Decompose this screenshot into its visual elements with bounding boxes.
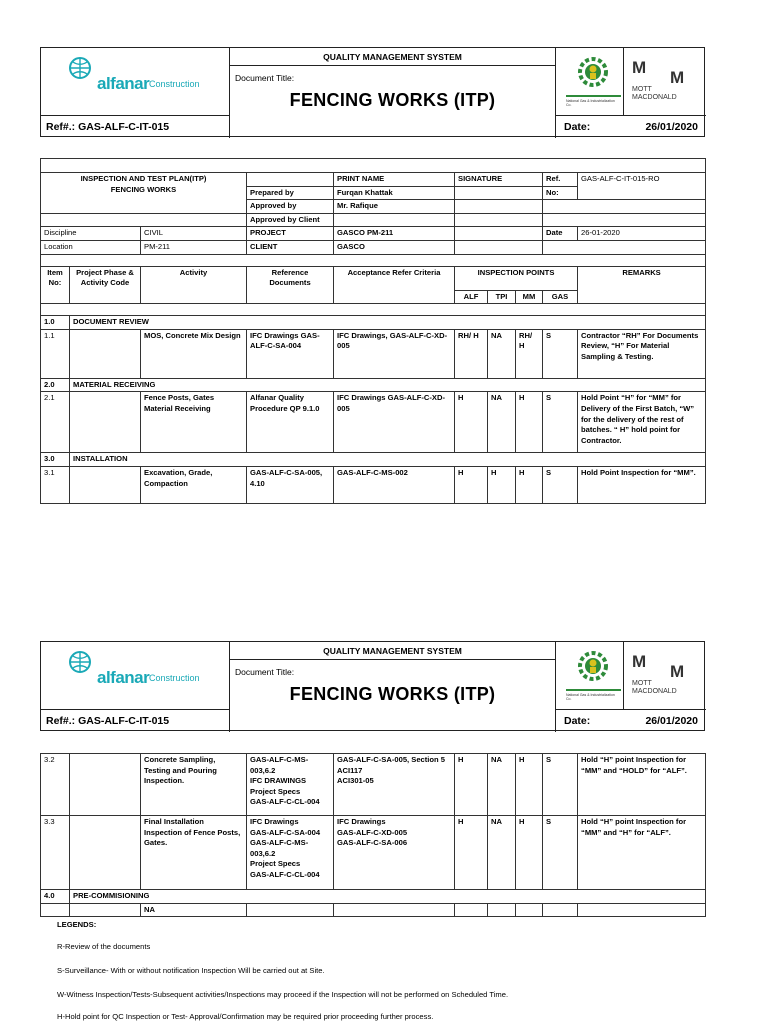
tpi-point: NA bbox=[488, 392, 516, 453]
company-sub: Construction bbox=[149, 79, 200, 89]
client-label: CLIENT bbox=[247, 240, 334, 254]
approved-by-client-label: Approved by Client bbox=[247, 213, 334, 227]
criteria: IFC Drawings, GAS-ALF-C-XD-005 bbox=[334, 329, 455, 378]
criteria-line: GAS-ALF-C-SA-006 bbox=[337, 838, 408, 848]
alf-point: H bbox=[455, 754, 488, 816]
legend-review: R-Review of the documents bbox=[57, 942, 151, 951]
ref-line: GAS-ALF-C-CL-004 bbox=[250, 869, 320, 879]
col-inspection-points: INSPECTION POINTS bbox=[455, 266, 578, 290]
ref-line: GAS-ALF-C-MS-003,6.2 bbox=[250, 838, 309, 858]
gas-point: S bbox=[543, 392, 578, 453]
table-row bbox=[41, 754, 706, 816]
ref-line: GAS-ALF-C-MS-003,6.2 bbox=[250, 755, 309, 775]
gas-point: S bbox=[543, 466, 578, 503]
itp-title-line1: INSPECTION AND TEST PLAN(ITP) bbox=[80, 174, 207, 183]
criteria-line: GAS-ALF-C-SA-005, Section 5 bbox=[337, 755, 446, 764]
criteria bbox=[334, 816, 455, 890]
remarks: Hold “H” point Inspection for “MM” and “H” for “ALF”. bbox=[578, 816, 706, 890]
no-label: No: bbox=[543, 186, 578, 200]
section-no: 3.0 bbox=[41, 453, 70, 467]
ref-docs bbox=[247, 816, 334, 890]
mm-point: H bbox=[516, 754, 543, 816]
doc-title: FENCING WORKS (ITP) bbox=[289, 684, 496, 704]
activity: MOS, Concrete Mix Design bbox=[141, 329, 247, 378]
col-activity: Activity bbox=[141, 266, 247, 304]
mm-logo bbox=[628, 648, 703, 706]
tpi-point: NA bbox=[488, 816, 516, 890]
prepared-by-label: Prepared by bbox=[247, 186, 334, 200]
itp-table-page1 bbox=[40, 158, 706, 504]
date-value: 26/01/2020 bbox=[645, 715, 698, 727]
discipline-value: CIVIL bbox=[141, 227, 247, 241]
legend-hold: H-Hold point for QC Inspection or Test- Approval/Confirmation may be required prior proceeding further process. bbox=[57, 1012, 434, 1021]
mm-letter-1: M bbox=[632, 652, 647, 671]
alf-point: RH/ H bbox=[455, 329, 488, 378]
date-block bbox=[556, 116, 706, 138]
location-value: PM-211 bbox=[141, 240, 247, 254]
activity: NA bbox=[141, 903, 247, 917]
criteria-line: IFC Drawings bbox=[337, 817, 386, 826]
doc-title-label: Document Title: bbox=[235, 73, 295, 83]
title-block bbox=[230, 48, 556, 138]
company-sub: Construction bbox=[149, 673, 200, 683]
table-row bbox=[41, 816, 706, 890]
mm-point: H bbox=[516, 816, 543, 890]
gasco-text: National Gas & Industrialization Co. bbox=[566, 693, 615, 701]
qms-label: QUALITY MANAGEMENT SYSTEM bbox=[230, 48, 555, 66]
gear-emblem-icon bbox=[576, 55, 610, 91]
ref-line: GAS-ALF-C-CL-004 bbox=[250, 797, 320, 807]
ref-docs: GAS-ALF-C-SA-005, 4.10 bbox=[247, 466, 334, 503]
company-name: alfanar bbox=[97, 668, 150, 687]
col-ref-docs: Reference Documents bbox=[247, 266, 334, 304]
doc-title: FENCING WORKS (ITP) bbox=[289, 90, 496, 110]
ref-line: Project Specs bbox=[250, 859, 301, 869]
mm-point: H bbox=[516, 392, 543, 453]
col-criteria: Acceptance Refer Criteria bbox=[334, 266, 455, 304]
remarks: Hold Point Inspection for “MM”. bbox=[578, 466, 706, 503]
criteria: GAS-ALF-C-MS-002 bbox=[334, 466, 455, 503]
company-name: alfanar bbox=[97, 74, 150, 93]
section-no: 1.0 bbox=[41, 316, 70, 330]
alf-point: H bbox=[455, 466, 488, 503]
title-block bbox=[230, 642, 556, 732]
prepared-signature bbox=[455, 186, 543, 200]
tpi-point: H bbox=[488, 466, 516, 503]
activity: Final Installation Inspection of Fence Posts, Gates. bbox=[141, 816, 247, 890]
gasco-tagline bbox=[566, 95, 621, 97]
item-no: 2.1 bbox=[41, 392, 70, 453]
date-label-info: Date bbox=[543, 227, 578, 241]
globe-icon bbox=[69, 651, 91, 673]
doc-title-label: Document Title: bbox=[235, 667, 295, 677]
item-no: 3.1 bbox=[41, 466, 70, 503]
date-block bbox=[556, 710, 706, 732]
ref-line: IFC Drawings bbox=[250, 817, 299, 826]
criteria bbox=[334, 754, 455, 816]
ref-line: GAS-ALF-C-SA-004 bbox=[250, 827, 321, 837]
mm-logo bbox=[628, 54, 703, 112]
alf-point: H bbox=[455, 392, 488, 453]
date-value-info: 26-01-2020 bbox=[578, 227, 706, 241]
project-value: GASCO PM-211 bbox=[334, 227, 455, 241]
section-title: PRE-COMMISIONING bbox=[70, 890, 706, 904]
activity: Concrete Sampling, Testing and Pouring Inspection. bbox=[141, 754, 247, 816]
project-label: PROJECT bbox=[247, 227, 334, 241]
alf-point: H bbox=[455, 816, 488, 890]
col-phase: Project Phase & Activity Code bbox=[70, 266, 141, 304]
mm-point: RH/ H bbox=[516, 329, 543, 378]
itp-table-page2 bbox=[40, 753, 706, 917]
gear-emblem-icon bbox=[576, 649, 610, 685]
col-alf: ALF bbox=[455, 290, 488, 304]
gas-point: S bbox=[543, 816, 578, 890]
ref-docs: IFC Drawings GAS-ALF-C-SA-004 bbox=[247, 329, 334, 378]
signature-header: SIGNATURE bbox=[455, 173, 543, 187]
document-header-2 bbox=[40, 641, 705, 731]
ref-number: Ref#.: GAS-ALF-C-IT-015 bbox=[41, 116, 230, 138]
activity: Fence Posts, Gates Material Receiving bbox=[141, 392, 247, 453]
criteria: IFC Drawings GAS-ALF-C-XD-005 bbox=[334, 392, 455, 453]
section-title: INSTALLATION bbox=[70, 453, 706, 467]
document-header bbox=[40, 47, 705, 137]
ref-line: Project Specs bbox=[250, 786, 301, 796]
approved-by-label: Approved by bbox=[247, 200, 334, 214]
mm-line-2: MACDONALD bbox=[632, 688, 677, 695]
col-gas: GAS bbox=[543, 290, 578, 304]
alfanar-logo bbox=[41, 642, 230, 710]
item-no: 1.1 bbox=[41, 329, 70, 378]
ref-line: IFC DRAWINGS bbox=[250, 776, 307, 786]
tpi-point: NA bbox=[488, 329, 516, 378]
mm-letter-2: M bbox=[670, 662, 685, 681]
itp-title bbox=[41, 173, 247, 214]
print-name-header: PRINT NAME bbox=[334, 173, 455, 187]
gasco-tagline bbox=[566, 689, 621, 691]
legend-witness: W-Witness Inspection/Tests-Subsequent activities/Inspections may proceed if the Inspection will not be performed on Scheduled Time. bbox=[57, 990, 509, 999]
itp-title-line2: FENCING WORKS bbox=[110, 184, 177, 194]
globe-icon bbox=[69, 57, 91, 79]
ref-label: Ref. bbox=[543, 173, 578, 187]
ref-docs bbox=[247, 754, 334, 816]
remarks: Hold Point “H” for “MM” for Delivery of the First Batch, “W” for the delivery of the rest of batches. “ H” hold point for Contractor. bbox=[578, 392, 706, 453]
table-row bbox=[41, 466, 706, 503]
tpi-point: NA bbox=[488, 754, 516, 816]
prepared-name: Furqan Khattak bbox=[334, 186, 455, 200]
remarks: Contractor “RH” For Documents Review, “H” For Material Sampling & Testing. bbox=[578, 329, 706, 378]
table-row bbox=[41, 329, 706, 378]
mm-point: H bbox=[516, 466, 543, 503]
mm-line-1: MOTT bbox=[632, 680, 652, 687]
alfanar-logo bbox=[41, 48, 230, 116]
table-row bbox=[41, 903, 706, 917]
legends-title: LEGENDS: bbox=[57, 920, 97, 929]
gas-point: S bbox=[543, 754, 578, 816]
client-logos bbox=[556, 48, 706, 116]
ref-docs: Alfanar Quality Procedure QP 9.1.0 bbox=[247, 392, 334, 453]
col-item-no: Item No: bbox=[41, 266, 70, 304]
section-no: 2.0 bbox=[41, 378, 70, 392]
gas-point: S bbox=[543, 329, 578, 378]
col-remarks: REMARKS bbox=[578, 266, 706, 304]
date-label: Date: bbox=[564, 715, 591, 727]
section-title: DOCUMENT REVIEW bbox=[70, 316, 706, 330]
col-tpi: TPI bbox=[488, 290, 516, 304]
ref-value: GAS-ALF-C-IT-015-RO bbox=[578, 173, 706, 200]
client-value: GASCO bbox=[334, 240, 455, 254]
item-no: 3.2 bbox=[41, 754, 70, 816]
qms-label: QUALITY MANAGEMENT SYSTEM bbox=[230, 642, 555, 660]
criteria-line: ACI301-05 bbox=[337, 776, 374, 786]
approved-signature bbox=[455, 200, 543, 214]
discipline-label: Discipline bbox=[41, 227, 141, 241]
mm-line-1: MOTT bbox=[632, 86, 652, 93]
criteria-line: GAS-ALF-C-XD-005 bbox=[337, 827, 408, 837]
remarks: Hold “H” point Inspection for “MM” and “HOLD” for “ALF”. bbox=[578, 754, 706, 816]
approved-name: Mr. Rafique bbox=[334, 200, 455, 214]
date-label: Date: bbox=[564, 121, 591, 133]
criteria-line: ACI117 bbox=[337, 765, 363, 775]
table-row bbox=[41, 392, 706, 453]
gasco-text: National Gas & Industrialization Co. bbox=[566, 99, 615, 107]
date-value: 26/01/2020 bbox=[645, 121, 698, 133]
activity: Excavation, Grade, Compaction bbox=[141, 466, 247, 503]
mm-line-2: MACDONALD bbox=[632, 94, 677, 101]
section-no: 4.0 bbox=[41, 890, 70, 904]
section-title: MATERIAL RECEIVING bbox=[70, 378, 706, 392]
location-label: Location bbox=[41, 240, 141, 254]
legend-surveillance: S-Surveillance- With or without notification Inspection Will be carried out at Site. bbox=[57, 966, 325, 975]
item-no: 3.3 bbox=[41, 816, 70, 890]
mm-letter-2: M bbox=[670, 68, 685, 87]
col-mm: MM bbox=[516, 290, 543, 304]
mm-letter-1: M bbox=[632, 58, 647, 77]
client-logos bbox=[556, 642, 706, 710]
ref-number: Ref#.: GAS-ALF-C-IT-015 bbox=[41, 710, 230, 732]
